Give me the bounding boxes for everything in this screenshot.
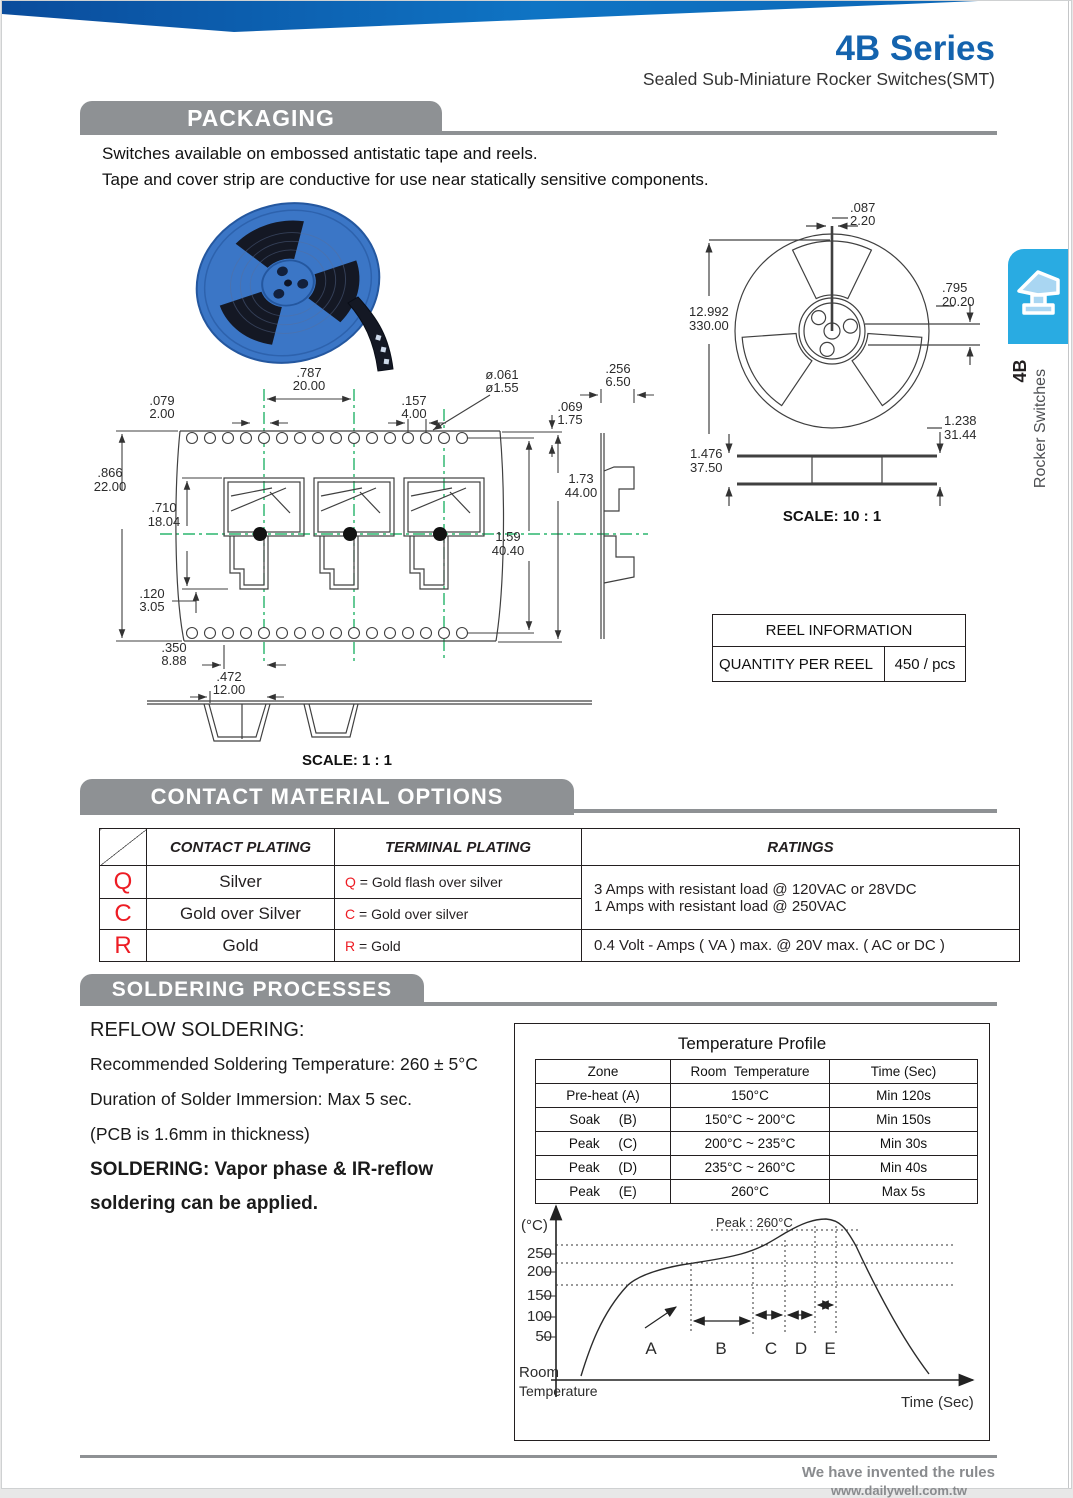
page-title: 4B Series (835, 29, 995, 68)
y-tick-100: 100 (526, 1308, 552, 1325)
dim-pocket-in: .710 (151, 500, 177, 515)
dim-span1-mm: 8.88 (161, 653, 187, 668)
footer-website[interactable]: www.dailywell.com.tw (830, 1483, 967, 1498)
tape-drawing (92, 361, 667, 773)
time-cell: Min 120s (830, 1084, 978, 1108)
reel-qty-label: QUANTITY PER REEL (713, 647, 885, 682)
dim-hole-top-mm: 1.75 (557, 412, 583, 427)
reflow-title: REFLOW SOLDERING: (90, 1019, 305, 1041)
time-cell: Min 150s (830, 1108, 978, 1132)
contact-plating-value: Gold over Silver (147, 899, 335, 930)
dim-span1-in: .350 (161, 640, 187, 655)
dim-slot-in: .087 (850, 200, 876, 215)
rating-line-1: 3 Amps with resistant load @ 120VAC or 28VDC (594, 880, 917, 898)
dim-width-mm: 22.00 (93, 479, 127, 494)
time-col-header: Time (Sec) (830, 1060, 978, 1084)
dim-profile-in: .256 (605, 361, 631, 376)
reflow-curve (581, 1219, 929, 1376)
terminal-col-header: TERMINAL PLATING (335, 829, 582, 866)
packaging-header: PACKAGING (80, 101, 442, 135)
temp-cell: 200°C ~ 235°C (671, 1132, 830, 1156)
y-tick-200: 200 (526, 1263, 552, 1280)
contact-row-code: C (100, 899, 147, 930)
sidebar-series-label: 4B (1010, 359, 1030, 383)
terminal-code: C (345, 906, 356, 922)
time-cell: Min 30s (830, 1132, 978, 1156)
terminal-desc: = Gold flash over silver (355, 874, 503, 890)
contact-plating-value: Silver (147, 866, 335, 899)
dim-profile-mm: 6.50 (605, 374, 631, 389)
dim-flange-in: 1.476 (690, 446, 723, 461)
dim-core-mm: 20.20 (942, 294, 975, 309)
dim-width-in: .866 (97, 465, 123, 480)
dim-span2-mm: 12.00 (212, 682, 246, 697)
reel-drawing (680, 196, 997, 531)
footer-slogan: We have invented the rules (801, 1464, 995, 1481)
zone-col-header: Zone (536, 1060, 671, 1084)
temperature-profile-table (535, 1059, 978, 1204)
terminal-desc: = Gold over silver (355, 906, 469, 922)
dim-dia-mm: 330.00 (689, 318, 729, 333)
dim-pitch-in: .787 (296, 365, 322, 380)
terminal-desc: = Gold (355, 937, 401, 954)
contact-material-table (99, 828, 1020, 962)
zone-label-e: E (824, 1339, 836, 1358)
x-axis-label: Time (Sec) (901, 1394, 974, 1411)
dim-len1-mm: 44.00 (564, 485, 598, 500)
zone-label-d: D (794, 1339, 808, 1358)
dim-hole-dia-in: ø.061 (485, 367, 519, 382)
dim-step-mm: 3.05 (139, 599, 165, 614)
packaging-intro (102, 141, 709, 193)
temperature-profile-box (514, 1023, 990, 1441)
dim-span2-in: .472 (216, 669, 242, 684)
table-row (100, 930, 1020, 962)
reel-scale-label: SCALE: 10 : 1 (782, 508, 882, 525)
table-row (536, 1108, 978, 1132)
sidebar-category-label: Rocker Switches (1032, 368, 1049, 489)
reel-qty-value: 450 / pcs (885, 647, 966, 682)
peak-annotation: Peak : 260°C (716, 1215, 793, 1230)
footer-divider (80, 1455, 997, 1458)
contact-header: CONTACT MATERIAL OPTIONS (80, 779, 574, 815)
dim-flange-mm: 37.50 (690, 460, 723, 475)
reel-info-table (712, 614, 966, 682)
page-subtitle: Sealed Sub-Miniature Rocker Switches(SMT) (642, 69, 995, 89)
contact-table-diagonal-cell (100, 829, 147, 866)
ratings-col-header: RATINGS (582, 829, 1020, 866)
ratings-r-cell: 0.4 Volt - Amps ( VA ) max. @ 20V max. ( AC or DC ) (582, 930, 1020, 962)
contact-plating-value: Gold (147, 930, 335, 962)
contact-col-header: CONTACT PLATING (147, 829, 335, 866)
time-cell: Min 40s (830, 1156, 978, 1180)
contact-row-code: R (100, 930, 147, 962)
dim-slot-mm: 2.20 (850, 213, 876, 228)
reel-photo (188, 197, 398, 377)
reflow-profile-graph (515, 1194, 989, 1440)
sidebar-tab[interactable] (1008, 249, 1068, 344)
y-base-temperature: Temperature (519, 1383, 598, 1399)
table-row (536, 1084, 978, 1108)
dim-len2-in: 1.59 (495, 529, 521, 544)
dim-hole-top-in: .069 (557, 399, 583, 414)
packaging-intro-line2: Tape and cover strip are conductive for use near statically sensitive components. (102, 170, 709, 189)
dim-hole-pitch-in: .157 (401, 393, 427, 408)
soldering-line2: Duration of Solder Immersion: Max 5 sec. (90, 1089, 412, 1109)
dim-core-in: .795 (942, 280, 968, 295)
soldering-header: SOLDERING PROCESSES (80, 974, 424, 1006)
y-axis-unit: (°C) (521, 1217, 548, 1234)
soldering-line3: (PCB is 1.6mm in thickness) (90, 1124, 310, 1144)
terminal-plating-value (335, 866, 582, 899)
dim-inner-in: 1.238 (944, 413, 977, 428)
terminal-code: Q (345, 874, 356, 890)
dim-inner-mm: 31.44 (944, 427, 977, 442)
dim-len2-mm: 40.40 (491, 543, 525, 558)
dim-hole-pitch-mm: 4.00 (401, 406, 427, 421)
rocker-switch-icon (1008, 249, 1068, 344)
soldering-bold1: SOLDERING: Vapor phase & IR-reflow (90, 1159, 434, 1180)
dim-len1-in: 1.73 (568, 471, 594, 486)
dim-hole-dia-mm: ø1.55 (485, 380, 519, 395)
y-tick-250: 250 (526, 1245, 552, 1262)
temp-cell: 150°C (671, 1084, 830, 1108)
y-base-room: Room (519, 1364, 560, 1381)
y-tick-50: 50 (535, 1328, 552, 1345)
ratings-qc-cell (582, 866, 1020, 930)
time-cell: Max 5s (830, 1180, 978, 1204)
temperature-profile-title: Temperature Profile (677, 1034, 827, 1053)
zone-cell: Peak (C) (536, 1132, 671, 1156)
packaging-intro-line1: Switches available on embossed antistatic tape and reels. (102, 144, 538, 163)
reel-info-title: REEL INFORMATION (713, 615, 966, 647)
dim-edge-mm: 2.00 (149, 406, 175, 421)
temp-cell: 150°C ~ 200°C (671, 1108, 830, 1132)
dim-pitch-mm: 20.00 (292, 378, 326, 393)
terminal-plating-value (335, 930, 582, 962)
temp-col-header: Room Temperature (671, 1060, 830, 1084)
zone-cell: Soak (B) (536, 1108, 671, 1132)
zone-cell: Peak (D) (536, 1156, 671, 1180)
sidebar-rule (1068, 1, 1069, 1488)
soldering-line1: Recommended Soldering Temperature: 260 ± 5°C (90, 1054, 478, 1074)
zone-cell: Pre-heat (A) (536, 1084, 671, 1108)
soldering-text (90, 1019, 478, 1227)
terminal-code: R (345, 937, 356, 954)
zone-label-c: C (764, 1339, 778, 1358)
soldering-bold2: soldering can be applied. (90, 1193, 319, 1214)
zone-label-b: B (715, 1339, 727, 1358)
y-tick-150: 150 (526, 1287, 552, 1304)
dim-edge-in: .079 (149, 393, 175, 408)
dim-pocket-mm: 18.04 (147, 514, 181, 529)
zone-label-a: A (645, 1339, 657, 1358)
datasheet-page (1, 0, 1072, 1498)
dim-step-in: .120 (139, 586, 165, 601)
temp-cell: 235°C ~ 260°C (671, 1156, 830, 1180)
tape-scale-label: SCALE: 1 : 1 (301, 752, 393, 769)
table-row (100, 866, 1020, 899)
temp-cell: 260°C (671, 1180, 830, 1204)
terminal-plating-value (335, 899, 582, 930)
rating-line-2: 1 Amps with resistant load @ 250VAC (594, 897, 847, 915)
table-row (536, 1132, 978, 1156)
dim-dia-in: 12.992 (689, 304, 729, 319)
table-row (536, 1156, 978, 1180)
zone-cell: Peak (E) (536, 1180, 671, 1204)
contact-row-code: Q (100, 866, 147, 899)
